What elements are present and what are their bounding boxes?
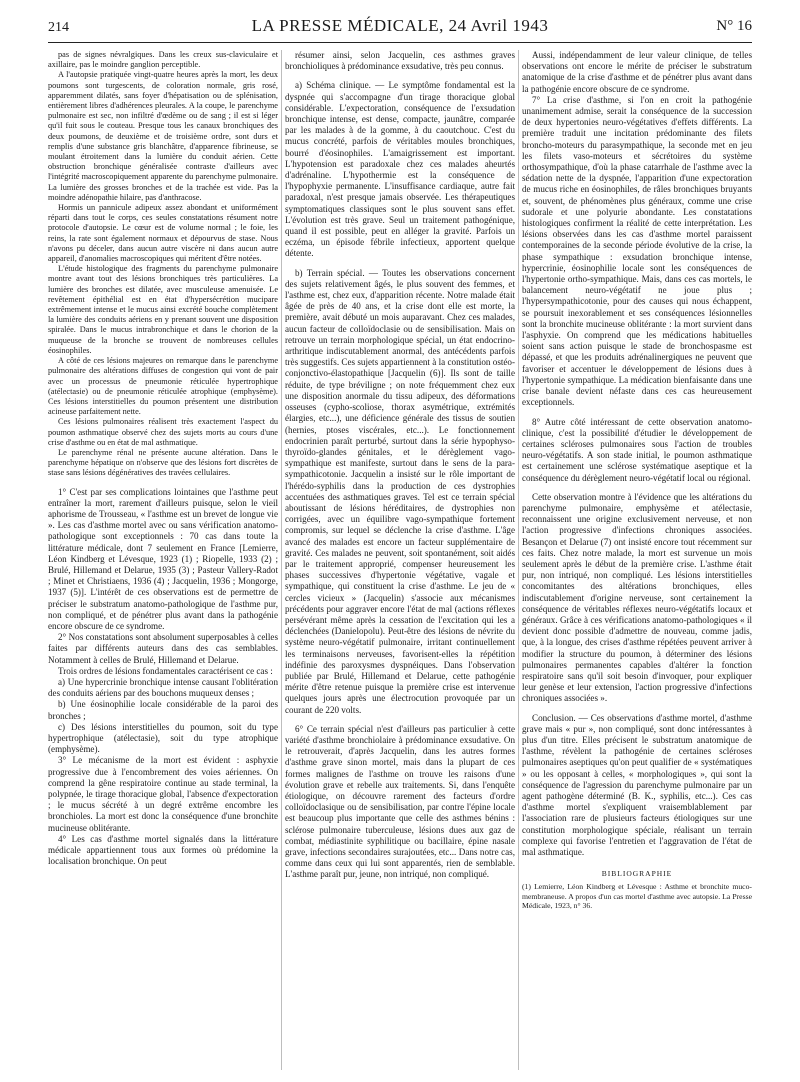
paragraph: 8° Autre côté intéressant de cette observation anatomo-clinique, c'est la possibilité d'étudier le développement de certaines scléroses pulmonaires sous l'action de troubles neuro-végétatifs. A son stade initial, le poumon asthmatique est certainement une sclérose systématique aseptique et la conséquence du dérèglement neuro-végétatif local ou régional.	[522, 416, 752, 483]
page-number: 214	[48, 20, 69, 35]
paragraph: Ces lésions pulmonaires réalisent très exactement l'aspect du poumon asthmatique observé chez des sujets morts au cours d'une crise d'asthme ou en état de mal asthmatique.	[48, 417, 278, 447]
text-column-3	[522, 50, 752, 1070]
text-column-2	[285, 50, 515, 1070]
paragraph: Trois ordres de lésions fondamentales caractérisent ce cas :	[58, 665, 273, 676]
list-item: b) Une éosinophilie locale considérable de la paroi des bronches ;	[48, 699, 278, 721]
paragraph: pas de signes névralgiques. Dans les creux sus-claviculaire et axillaire, pas le moindre ganglion perceptible.	[48, 50, 278, 70]
text-column-1	[48, 50, 278, 1070]
paragraph: résumer ainsi, selon Jacquelin, ces asthmes graves bronchioliques à prédominance exsudative, très peu connus.	[285, 50, 515, 72]
bibliography-entry: (1) Lemierre, Léon Kindberg et Lévesque : Asthme et bronchite muco-membraneuse. A propos d'un cas mortel d'asthme avec autopsie. La Presse Médicale, 1923, n° 36.	[522, 882, 752, 911]
paragraph: 3° Le mécanisme de la mort est évident : asphyxie progressive due à l'encombrement des voies aériennes. On comprend la gêne respiratoire continue au stade terminal, la polypnée, le tirage thoracique global, l'absence d'expectoration ; le mucus sécrété à un degré extrême encombre les bronchioles. La mort est donc la conséquence d'une bronchite mucineuse oblitérante.	[48, 755, 278, 833]
case-report-block	[48, 50, 278, 479]
list-item: c) Des lésions interstitielles du poumon, soit du type hypertrophique (atélectasie), soit du type atrophique (emphysème).	[48, 721, 278, 755]
paragraph: Conclusion. — Ces observations d'asthme mortel, d'asthme grave mais « pur », non compliqué, sont donc intéressantes à plus d'un titre. Elles précisent le substratum anatomique de l'asthme, révèlent la pathogénie de certaines scléroses pulmonaires aseptiques qu'on peut qualifier de « systématiques » ou les opposant à celles, « morphologiques », qui sont la conséquence de l'agression du parenchyme pulmonaire par un agent pathogène déterminé (B. K., syphilis, etc...). Ces cas d'asthme mortel s'expliquent vraisemblablement par l'association rare de plusieurs facteurs étiologiques sur une constitution morphologique spéciale, réalisant un terrain complexe qui favorise l'entretien et l'aggravation de l'état de mal asthmatique.	[522, 712, 752, 858]
paragraph: Hormis un pannicule adipeux assez abondant et uniformément réparti dans tout le corps, ces seules constatations résument notre protocole d'autopsie. Le cœur est de volume normal ; le foie, les reins, la rate sont également normaux et dépourvus de stase. Nous n'avons pu déceler, dans aucun autre viscère ni dans aucun autre appareil, d'anomalies macroscopiques qui méritent d'être notées.	[48, 203, 278, 264]
list-item: a) Une hypercrinie bronchique intense causant l'oblitération des conduits aériens par des bouchons muqueux denses ;	[48, 676, 278, 699]
paragraph: 6° Ce terrain spécial n'est d'ailleurs pas particulier à cette variété d'asthme bronchiolaire à prédominance exsudative. On le retrouverait, d'après Jacquelin, dans les autres formes d'asthme grave sinon mortel, mais dans la plupart de ces formes malignes de l'asthme on trouve les raisons d'une évolution grave et rebelle aux traitements. Si, dans l'enquête étiologique, on découvre rarement des facteurs d'ordre colloïdoclasique ou de sensibilisation, par contre l'épine locale est beaucoup plus importante que celle des asthmes bénins : sclérose pulmonaire tuberculeuse, lésions dues aux gaz de combat, médiastinite syphilitique ou bacillaire, épine nasale grave, infections secondaires surajoutées, etc... Dans notre cas, comme dans ceux qui lui sont apparentés, rien de semblable. L'asthme paraît pur, jeune, non intriqué, non compliqué.	[285, 723, 515, 880]
paragraph: Cette observation montre à l'évidence que les altérations du parenchyme pulmonaire, emphysème et atélectasie, reconnaissent une origine exclusivement nerveuse, et non l'action progressive d'infections chroniques associées. Besançon et Delarue (7) ont insisté encore tout récemment sur ces faits. Chez notre malade, la mort est survenue un mois seulement après le début de la première crise. L'asthme était pur, non intriqué, non compliqué. Les lésions interstitielles concomitantes des altérations bronchiques, elles indiscutablement d'origine nerveuse, sont certainement la conséquence de véritables réflexes neuro-végétatifs locaux et généraux. Grâce à ces vérifications anatomo-pathologiques « il devient donc possible d'admettre de nouveau, comme jadis, que, à la longue, des crises d'asthme répétées peuvent arriver à modifier la structure du poumon, à déterminer des lésions pulmonaires permanentes capables d'altérer la fonction respiratoire sans qu'il soit besoin d'invoquer, pour expliquer leur genèse et leur extension, l'action progressive d'infections chroniques associées ».	[522, 491, 752, 704]
paragraph: 4° Les cas d'asthme mortel signalés dans la littérature médicale appartiennent tous aux formes où prédomine la localisation bronchique. On peut	[48, 833, 278, 867]
column-divider	[518, 50, 519, 1070]
paragraph: a) Schéma clinique. — Le symptôme fondamental est la dyspnée qui s'accompagne d'un tirage thoracique global considérable. L'expectoration, conséquence de l'exsudation bronchique intense, est dense, compacte, jaunâtre, comparée par les malades à de la gomme, à du caoutchouc. C'est du mucus concrété, parfois de véritables moules bronchiques, bourré d'éosinophiles. L'amaigrissement est important. L'hypotension est paradoxale chez ces malades aheurtés d'adrénaline. L'hypothermie est la conséquence de l'hypophyxie permanente. L'insuffisance cardiaque, autre fait paradoxal, n'est presque jamais observée. Les thérapeutiques symptomatiques classiques sont le plus souvent sans effet. L'évolution est très grave. Seul un traitement pathogénique, quand il est possible, peut en alléger la gravité. Parfois un eczéma, un épisode fébrile infectieux, apportent quelque détente.	[285, 80, 515, 259]
paragraph: L'étude histologique des fragments du parenchyme pulmonaire montre avant tout des lésions bronchiques très particulières. La lumière des bronches est dilatée, avec musculeuse amenuisée. Le revêtement épithélial est en état d'hypersécrétion mucipare extrêmement intense et le mucus ainsi excrété bouche complètement la lumière des conduits aériens en y prenant souvent une disposition spiralée. Dans le mucus intrabronchique et dans le chorion de la muqueuse de la bronche se trouvent de nombreuses cellules éosinophiles.	[48, 264, 278, 355]
column-divider	[281, 50, 282, 1070]
bibliography-heading: BIBLIOGRAPHIE	[601, 869, 673, 879]
issue-number: N° 16	[716, 18, 752, 34]
paragraph: Aussi, indépendamment de leur valeur clinique, de telles observations ont encore le mérite de préciser le substratum anatomique de la crise d'asthme et de pénétrer plus avant dans la pathogénie encore obscure de ce syndrome.	[522, 50, 752, 94]
paragraph: A côté de ces lésions majeures on remarque dans le parenchyme pulmonaire des altérations diffuses de congestion qui vont de pair avec un processus de pneumonie réticulée hypertrophique (atélectasie) ou de pneumonie réticulée atrophique (emphysème). Ces lésions interstitielles du poumon présentent une distribution acineuse parfaitement nette.	[48, 356, 278, 417]
paragraph: 1° C'est par ses complications lointaines que l'asthme peut entraîner la mort, rarement d'ailleurs puisque, selon le vieil aphorisme de Trousseau, « l'asthme est un brevet de longue vie ». Les cas d'asthme mortel avec ou sans vérification anatomo-pathologique sont exceptionnels : 70 cas dans toute la littérature médicale, dont 7 seulement en France [Lemierre, Léon Kindberg et Lévesque, 1923 (1) ; Riopelle, 1933 (2) ; Brulé, Hillemand et Delarue, 1935 (3) ; Pasteur Vallery-Radot ; Minet et Christiaens, 1936 (4) ; Jacquelin, 1936 ; Mongorge, 1937 (5)]. L'intérêt de ces observations est de permettre de préciser le substratum anatomo-pathologique de l'asthme pur, non compliqué, et de pénétrer plus avant dans la pathogénie encore obscure de ce syndrome.	[48, 486, 278, 631]
paragraph: 2° Nos constatations sont absolument superposables à celles faites par différents auteurs dans des cas semblables. Notamment à celles de Brulé, Hillemand et Delarue.	[48, 632, 278, 665]
paragraph: b) Terrain spécial. — Toutes les observations concernent des sujets relativement âgés, le plus souvent des femmes, et l'asthme est, chez eux, d'apparition récente. Notre malade était âgée de près de 40 ans, et la crise dont elle est morte, la première, avait débuté un mois auparavant. Chez ces malades, aucun facteur de colloïdoclasie ou de sensibilisation. Mais on retrouve un terrain morphologique spécial, un état endocrino-arthritique indiscutablement anormal, des antécédents parfois très suggestifs. Ces sujets appartiennent à la constitution ostéo-conjonctivo-élastopathique [Jacquelin (6)]. Ils sont de taille réduite, de type bréviligne ; on note fréquemment chez eux une disposition anormale du tissu adipeux, des déformations osseuses (cypho-scoliose, thorax asymétrique, extrémités élargies, etc...), une déficience générale des tissus de soutien (hernies, ptoses viscérales, etc...). Le fonctionnement endocrinien paraît perturbé, surtout dans la série hypophyso-thyroïdo-glandes génitales, et le dérèglement vago-sympathique est manifeste, surtout dans le sens de la para-sympathicotonie. Jacquelin a insisté sur le rôle important de l'hérédo-syphilis dans la production de ces dystrophies accentuées des asthmatiques graves. Tel est ce terrain spécial aboutissant de lésions héréditaires, de dystrophies non corrigées, avec un équilibre vago-sympathique fortement compromis, sur lequel se déclenche la crise d'asthme. L'âge avancé des malades est encore un facteur supplémentaire de gravité. Ces malades ne peuvent, soit spontanément, soit aidés par le traitement approprié, compenser heureusement les phases successives d'hypertonie végétative, vagale et sympathique, qui constituent la crise d'asthme. Le jeu de « cercles vicieux » (Jacquelin) s'associe aux mécanismes précédents pour aggraver encore l'état de mal (actions réflexes persévérant même après la cessation de l'excitation qui les a déclenchées (Danielopolu). Peut-être des lésions de névrite du système neuro-végétatif pulmonaire, irritant continuellement les terminaisons nerveuses, favorisent-elles la répétition indéfinie des paroxysmes dyspnéiques. Dans l'observation publiée par Brulé, Hillemand et Delarue, cette pathogénie mérite d'être retenue puisque la première crise est intervenue quelques jours après une électrocution provoquée par un courant de 220 volts.	[285, 267, 515, 715]
page-header	[48, 16, 752, 43]
paragraph: 7° La crise d'asthme, si l'on en croit la pathogénie unanimement admise, serait la conséquence de la succession de deux hypertonies neuro-végétatives d'effets différents. La première traduit une incitation prédominante des filets broncho-moteurs du parasympathique, la seconde met en jeu les filets vaso-moteurs et sécrétoires du système orthosympathique, d'où la phase catarrhale de l'asthme avec la sédation nette de la dyspnée, l'apparition d'une expectoration de mucus riche en éosinophiles, de râles bronchiques bruyants et, souvent, de phénomènes plus généraux, comme une crise sudorale et une polyurie abondante. Les constatations histologiques confirment la réalité de cette interprétation. Les lésions observées dans les cas d'asthme mortel paraissent contemporaines de la seconde période évolutive de la crise, la phase sympathique : exsudation bronchique intense, hypercrinie, éosinophilie locale sont les conséquences de l'hypertonie ortho-sympathique. Mais, dans ces cas mortels, le balancement neuro-végétatif ne joue plus ; l'hypersympathicotonie, pour des causes qui nous échappent, se poursuit inexorablement et ses conséquences lésionnelles sont la bronchite mucineuse oblitérante : la mort survient dans l'asphyxie. On comprend que les médications habituelles soient sans action puisque le stade de bronchospasme est dépassé, et que les produits adrénalinergiques ne peuvent que favoriser et accentuer le développement de lésions dues à l'hypertonie sympathique. La médication bienfaisante dans une crise banale devient néfaste dans ces cas heureusement exceptionnels.	[522, 94, 752, 408]
paragraph: A l'autopsie pratiquée vingt-quatre heures après la mort, les deux poumons sont turgescents, de coloration normale, gris rosé, apparemment dilatés, sans foyer d'hépatisation ou de splénisation, entièrement libres d'adhérences pleurales. A la coupe, le parenchyme pulmonaire est sec, non infiltré d'œdème ou de sang ; il est si léger qu'il fuit sous le couteau. Presque tous les canaux bronchiques des deux poumons, de deuxième et de troisième ordre, sont durs et remplis d'une substance gris blanchâtre, d'apparence fibrineuse, se moulant étroitement dans la lumière du conduit aérien. Cette obstruction bronchique généralisée contraste d'ailleurs avec l'intégrité macroscopiquement apparente du parenchyme pulmonaire. La lumière des grosses bronches et de la trachée est vide. Pas la moindre adénopathie hilaire, pas d'anthracose.	[48, 70, 278, 202]
journal-title: LA PRESSE MÉDICALE, 24 Avril 1943	[251, 16, 549, 35]
paragraph: Le parenchyme rénal ne présente aucune altération. Dans le parenchyme hépatique on n'observe que des lésions fort discrètes de stase sans lésions dégénératives des travées cellulaires.	[48, 447, 278, 478]
